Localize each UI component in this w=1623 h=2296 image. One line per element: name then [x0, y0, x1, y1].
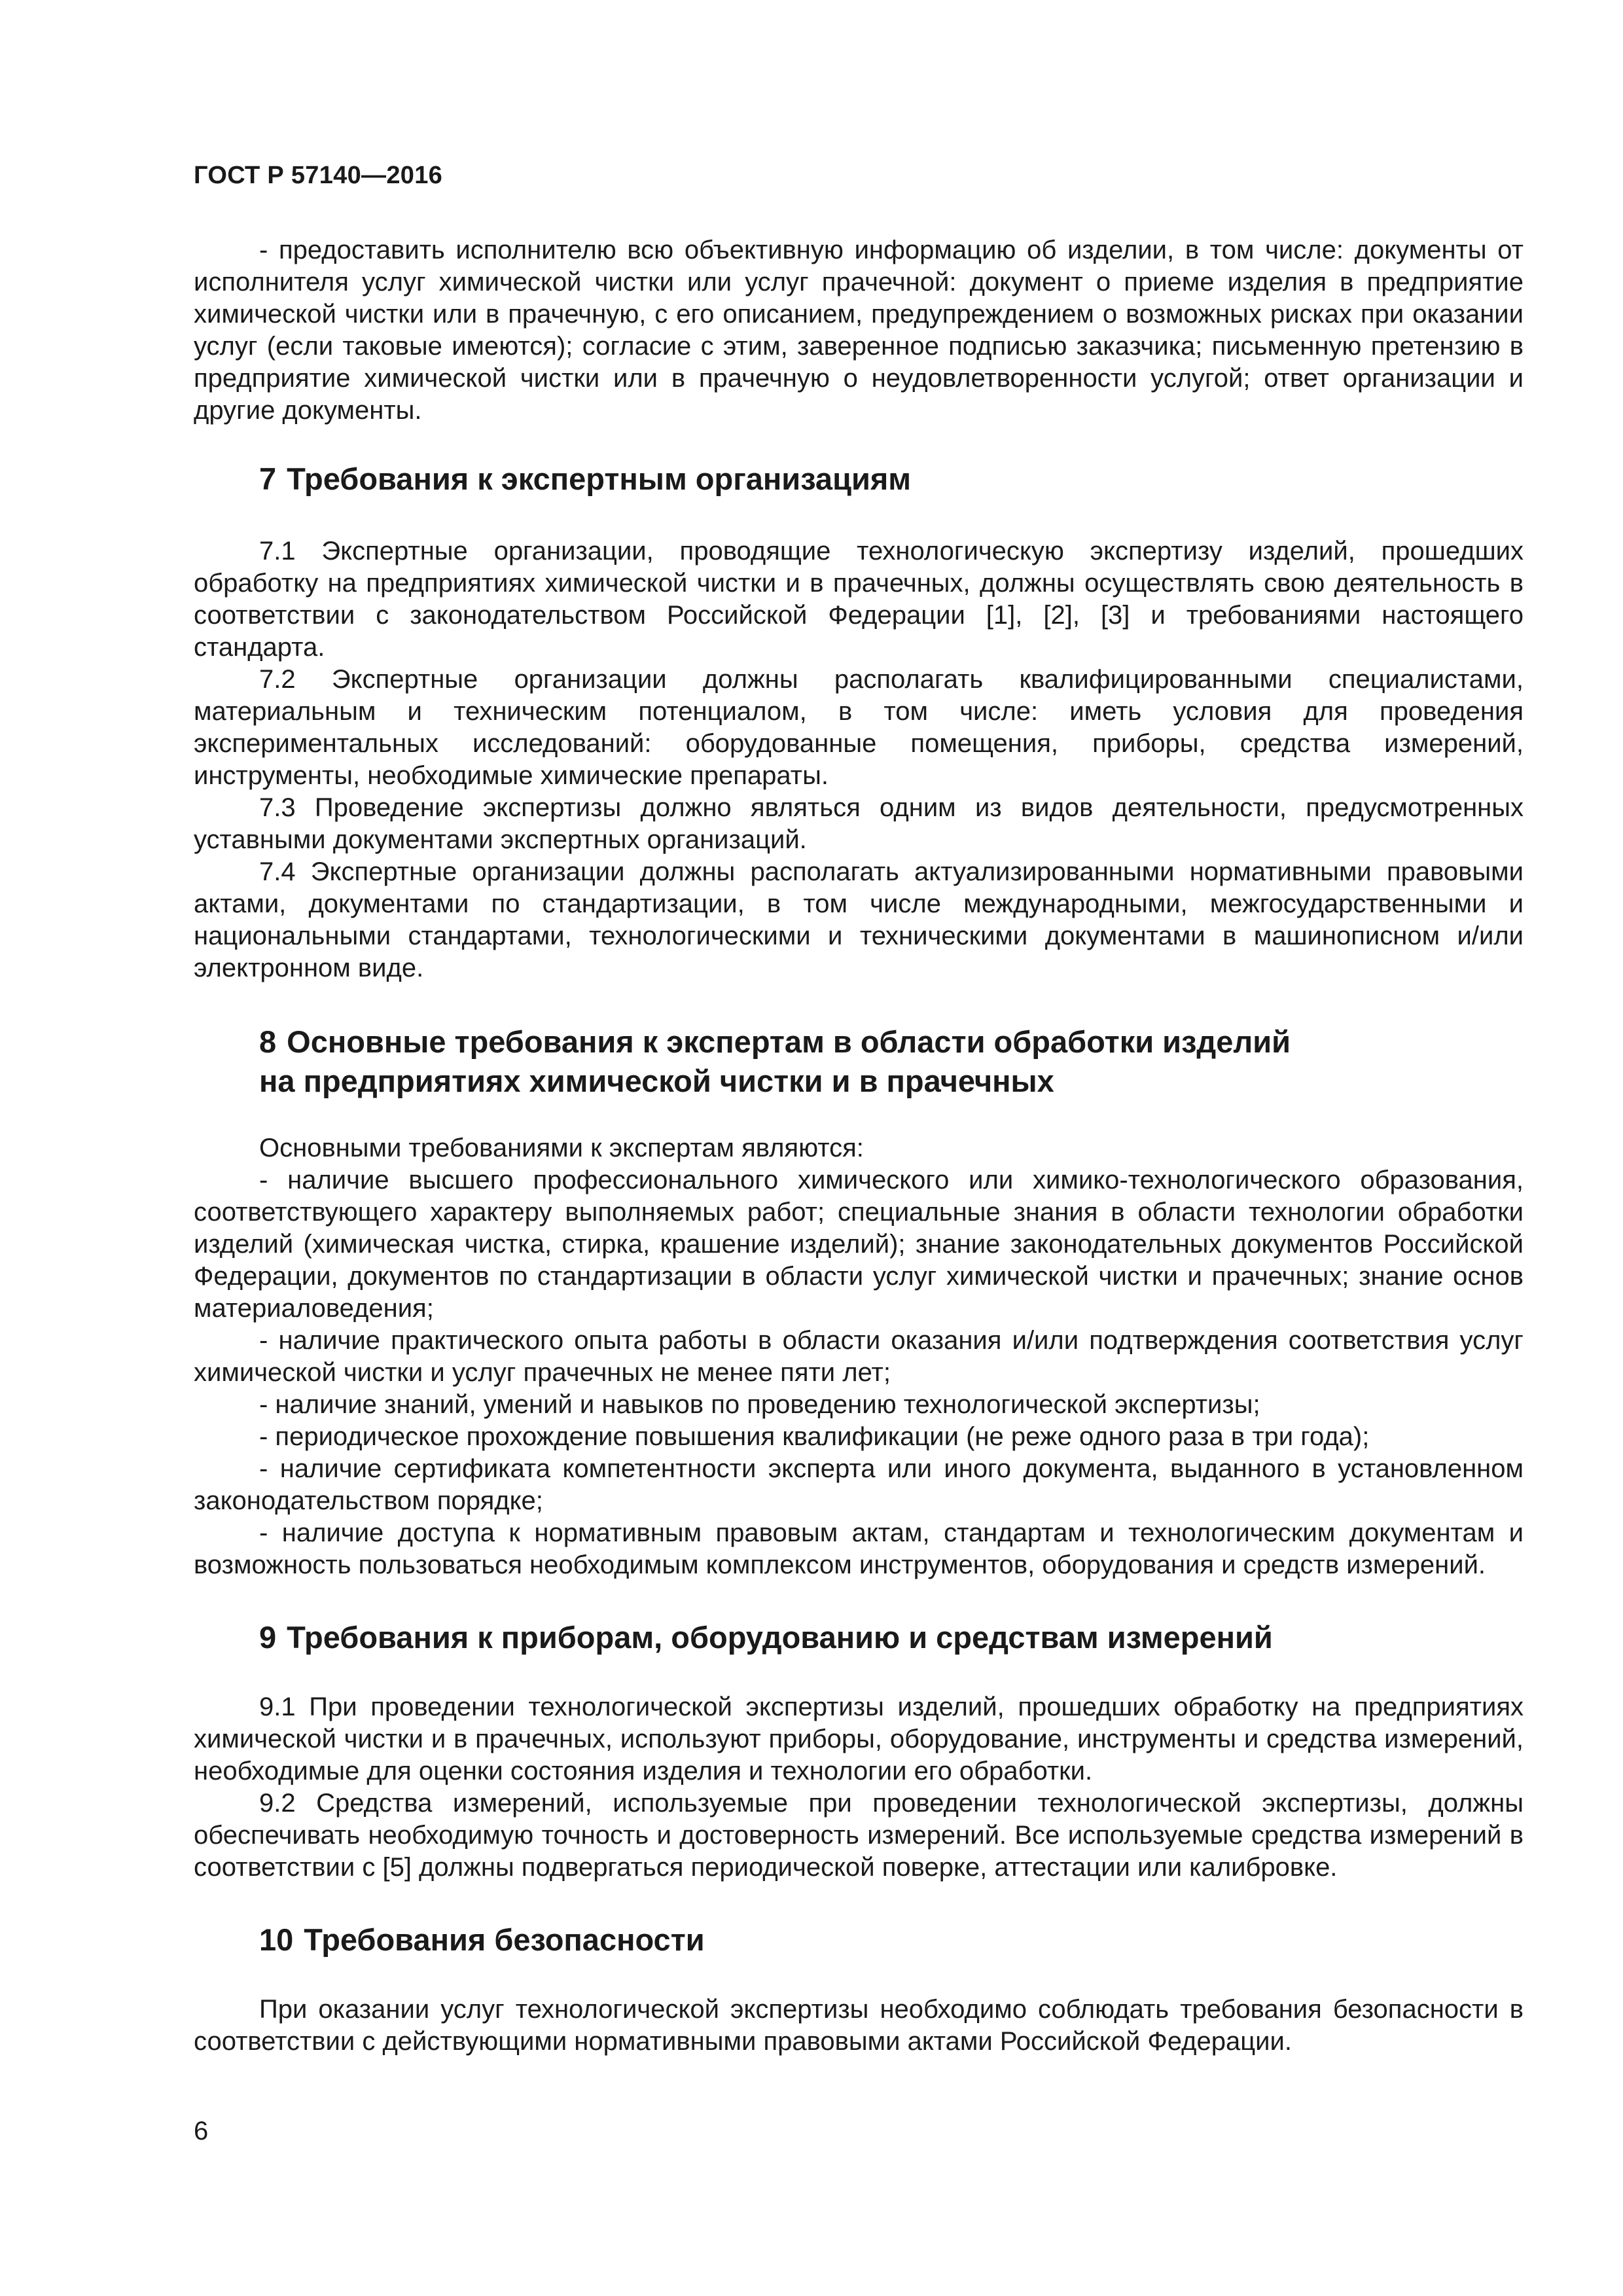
section-8-heading	[194, 1022, 1524, 1101]
section-9-number: 9	[259, 1620, 277, 1655]
section-8-paragraph-4: - наличие знаний, умений и навыков по проведению технологической экспертизы;	[259, 1390, 1260, 1419]
section-9-paragraph-2: 9.2 Средства измерений, используемые при проведении технологической экспертизы, должны обеспечивать необходимую точность и достоверность измерений. Все используемые средства измерений в соответствии с [5] должны подвергаться периодической поверке, аттестации или калибровке.	[194, 1789, 1524, 1882]
page-number: 6	[194, 2117, 209, 2145]
section-7-paragraph-3: 7.3 Проведение экспертизы должно являться одним из видов деятельности, предусмотренных уставными документами экспертных организаций.	[194, 793, 1524, 854]
intro-paragraph: - предоставить исполнителю всю объективную информацию об изделии, в том числе: документы от исполнителя услуг химической чистки или услуг прачечной: документ о приеме изделия в предприятие химической чистки или в прачечную, с его описанием, предупреждением о возможных рисках при оказании услуг (если таковые имеются); согласие с этим, заверенное подписью заказчика; письменную претензию в предприятие химической чистки или в прачечную о неудовлетворенности услугой; ответ организации и другие документы.	[194, 236, 1524, 425]
section-7-title: Требования к экспертным организациям	[287, 461, 912, 496]
section-7-heading	[194, 459, 1524, 499]
document-page	[194, 0, 1524, 2296]
section-9-paragraph-1: 9.1 При проведении технологической экспертизы изделий, прошедших обработку на предприятиях химической чистки и в прачечных, используют приборы, оборудование, инструменты и средства измерений, необходимые для оценки состояния изделия и технологии его обработки.	[194, 1693, 1524, 1785]
document-code-header: ГОСТ Р 57140—2016	[194, 162, 443, 189]
section-8-paragraph-3: - наличие практического опыта работы в области оказания и/или подтверждения соответствия услуг химической чистки и услуг прачечных не менее пяти лет;	[194, 1326, 1524, 1387]
section-7-paragraph-2: 7.2 Экспертные организации должны располагать квалифицированными специалистами, материальным и техническим потенциалом, в том числе: иметь условия для проведения экспериментальных исследований: оборудованные помещения, приборы, средства измерений, инструменты, необходимые химические препараты.	[194, 665, 1524, 790]
section-8-paragraph-7: - наличие доступа к нормативным правовым актам, стандартам и технологическим документам и возможность пользоваться необходимым комплексом инструментов, оборудования и средств измерений.	[194, 1518, 1524, 1579]
section-8-paragraph-2: - наличие высшего профессионального химического или химико-технологического образования, соответствующего характеру выполняемых работ; специальные знания в области технологии обработки изделий (химическая чистка, стирка, крашение изделий); знание законодательных документов Российской Федерации, документов по стандартизации в области услуг химической чистки и прачечных; знание основ материаловедения;	[194, 1166, 1524, 1323]
section-9-heading	[194, 1618, 1524, 1657]
section-8-title-line-2: на предприятиях химической чистки и в прачечных	[259, 1064, 1054, 1098]
section-7-number: 7	[259, 461, 277, 496]
section-7-paragraph-4: 7.4 Экспертные организации должны располагать актуализированными нормативными правовыми актами, документами по стандартизации, в том числе международными, межгосударственными и национальными стандартами, технологическими и техническими документами в машинописном и/или электронном виде.	[194, 857, 1524, 982]
section-8-paragraph-6: - наличие сертификата компетентности эксперта или иного документа, выданного в установленном законодательством порядке;	[194, 1454, 1524, 1515]
document-body	[194, 234, 1524, 2058]
section-9-title: Требования к приборам, оборудованию и средствам измерений	[287, 1620, 1273, 1655]
section-8-title-line-1: Основные требования к экспертам в области обработки изделий	[287, 1024, 1291, 1059]
section-10-heading	[194, 1920, 1524, 1960]
section-8-paragraph-1: Основными требованиями к экспертам являются:	[259, 1134, 864, 1162]
section-10-number: 10	[259, 1922, 294, 1957]
section-10-title: Требования безопасности	[304, 1922, 705, 1957]
section-7-paragraph-1: 7.1 Экспертные организации, проводящие технологическую экспертизу изделий, прошедших обработку на предприятиях химической чистки и в прачечных, должны осуществлять свою деятельность в соответствии с законодательством Российской Федерации [1], [2], [3] и требованиями настоящего стандарта.	[194, 537, 1524, 662]
section-8-number: 8	[259, 1024, 277, 1059]
section-8-paragraph-5: - периодическое прохождение повышения квалификации (не реже одного раза в три года);	[259, 1422, 1370, 1451]
section-10-paragraph-1: При оказании услуг технологической экспертизы необходимо соблюдать требования безопасности в соответствии с действующими нормативными правовыми актами Российской Федерации.	[194, 1995, 1524, 2056]
